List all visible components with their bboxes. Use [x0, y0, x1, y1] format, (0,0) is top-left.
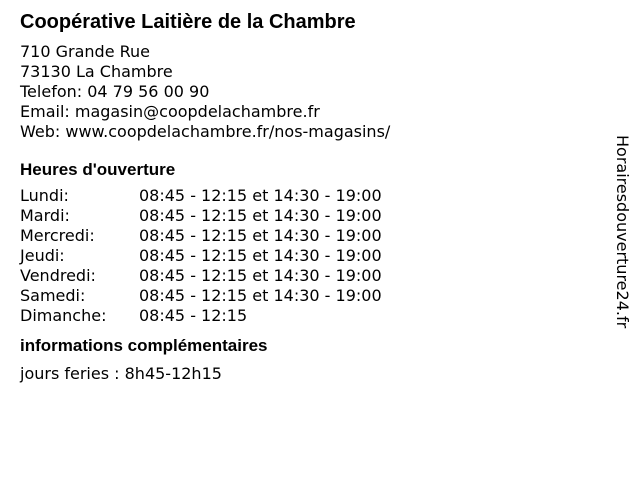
day-label: Samedi:	[20, 286, 86, 305]
info-heading: informations complémentaires	[20, 336, 268, 355]
day-label: Jeudi:	[20, 246, 65, 265]
hours-row-saturday	[20, 286, 382, 306]
hours-row-monday	[20, 186, 382, 206]
hours-row-sunday	[20, 306, 382, 326]
phone-line: Telefon: 04 79 56 00 90	[20, 82, 210, 101]
hours-row-wednesday	[20, 226, 382, 246]
address-street: 710 Grande Rue	[20, 42, 151, 61]
store-address	[20, 42, 600, 142]
day-label: Lundi:	[20, 186, 69, 205]
day-label: Dimanche:	[20, 306, 107, 325]
store-name: Coopérative Laitière de la Chambre	[20, 11, 356, 33]
day-label: Mardi:	[20, 206, 70, 225]
day-label: Mercredi:	[20, 226, 95, 245]
hours-table	[20, 186, 382, 326]
day-hours: 08:45 - 12:15 et 14:30 - 19:00	[139, 206, 382, 225]
hours-row-friday	[20, 266, 382, 286]
day-hours: 08:45 - 12:15 et 14:30 - 19:00	[139, 266, 382, 285]
day-label: Vendredi:	[20, 266, 96, 285]
info-text: jours feries : 8h45-12h15	[20, 364, 222, 383]
store-card	[20, 10, 600, 384]
day-hours: 08:45 - 12:15 et 14:30 - 19:00	[139, 246, 382, 265]
hours-row-tuesday	[20, 206, 382, 226]
web-line: Web: www.coopdelachambre.fr/nos-magasins/	[20, 122, 391, 141]
site-watermark: Horairesdouverture24.fr	[613, 135, 632, 329]
hours-row-thursday	[20, 246, 382, 266]
day-hours: 08:45 - 12:15 et 14:30 - 19:00	[139, 186, 382, 205]
day-hours: 08:45 - 12:15 et 14:30 - 19:00	[139, 226, 382, 245]
hours-heading: Heures d'ouverture	[20, 160, 176, 179]
day-hours: 08:45 - 12:15	[139, 306, 248, 325]
day-hours: 08:45 - 12:15 et 14:30 - 19:00	[139, 286, 382, 305]
email-line: Email: magasin@coopdelachambre.fr	[20, 102, 320, 121]
address-city: 73130 La Chambre	[20, 62, 173, 81]
